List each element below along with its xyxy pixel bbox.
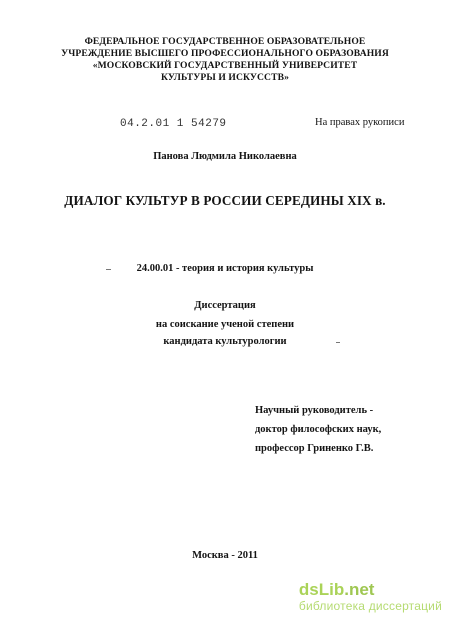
- dissertation-title: ДИАЛОГ КУЛЬТУР В РОССИИ СЕРЕДИНЫ XIX в.: [64, 193, 386, 208]
- watermark-brand-name: dsLib: [298, 580, 345, 599]
- supervisor-line-1: Научный руководитель -: [255, 405, 374, 416]
- scan-mark: [106, 269, 111, 270]
- watermark-brand-domain: .net: [344, 580, 375, 599]
- watermark-tagline: библиотека диссертаций: [298, 599, 442, 613]
- rights-note: На правах рукописи: [315, 117, 405, 128]
- degree-line-1: Диссертация: [194, 300, 256, 311]
- place-and-year: Москва - 2011: [192, 550, 258, 561]
- header-line-4: КУЛЬТУРЫ И ИСКУССТВ»: [161, 72, 289, 83]
- library-stamp-number: 04.2.01 1 54279: [120, 118, 227, 130]
- watermark-brand: [299, 581, 442, 599]
- degree-line-2: на соискание ученой степени: [155, 319, 295, 330]
- supervisor-line-3: профессор Гриненко Г.В.: [255, 443, 374, 454]
- degree-line-3: кандидата культурологии: [163, 336, 287, 347]
- header-line-2: УЧРЕЖДЕНИЕ ВЫСШЕГО ПРОФЕССИОНАЛЬНОГО ОБРАЗОВАНИЯ: [61, 48, 389, 59]
- specialty-code: 24.00.01 - теория и история культуры: [136, 263, 314, 274]
- supervisor-line-2: доктор философских наук,: [255, 424, 382, 435]
- dslib-watermark: [299, 581, 442, 613]
- header-line-3: «МОСКОВСКИЙ ГОСУДАРСТВЕННЫЙ УНИВЕРСИТЕТ: [92, 60, 358, 71]
- author-name: Панова Людмила Николаевна: [153, 151, 297, 162]
- header-line-1: ФЕДЕРАЛЬНОЕ ГОСУДАРСТВЕННОЕ ОБРАЗОВАТЕЛЬНОЕ: [84, 36, 366, 47]
